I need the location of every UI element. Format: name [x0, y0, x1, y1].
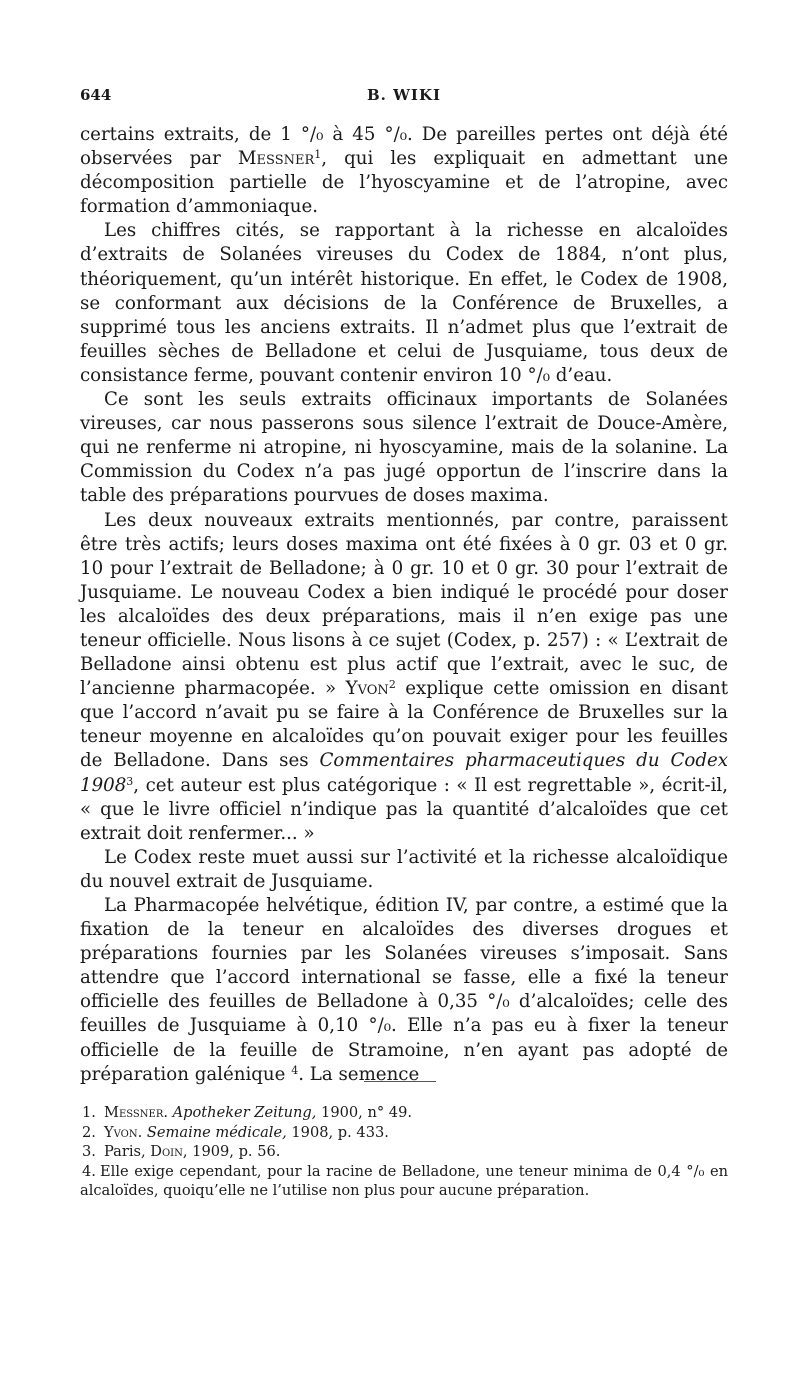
- paragraph-1-text: certains extraits, de 1 °/₀ à 45 °/₀. De pareilles pertes ont déjà été observées par: [80, 124, 728, 170]
- footnote-2: [80, 1123, 728, 1143]
- footnote-ref-3: 3: [126, 774, 134, 788]
- page-header: [80, 86, 728, 110]
- paragraph-4-text: Les deux nouveaux extraits mentionnés, par contre, paraissent être très actifs; leurs doses maxima ont été fixées à 0 gr. 03 et 0 gr. 10 pour l’extrait de Belladone; à 0 gr. 10 et 0 gr. 30 pour l’extrait de Jusquiame. Le nouveau Codex a bien indiqué le procédé pour doser les alcaloïdes des deux préparations, mais il n’en exige pas une teneur officielle. Nous lisons à ce sujet (Codex, p. 257) : « L’extrait de Belladone ainsi obtenu est plus actif que l’extrait, avec le suc, de l’ancienne pharmacopée. »: [80, 509, 728, 700]
- work-title: Commentaires pharmaceutiques du Codex 1908: [80, 750, 728, 796]
- footnote-divider: [364, 1081, 436, 1082]
- paragraph-4-mid: explique cette omission en disant que l’accord n’avait pu se faire à la Conférence de Bruxelles sur la teneur moyenne en alcaloïdes qu’on pouvait exiger pour les feuilles de Belladone. Dans ses: [80, 678, 729, 772]
- footnote-author: Yvon.: [104, 1123, 143, 1141]
- footnote-text: Elle exige cependant, pour la racine de Belladone, une teneur minima de 0,4 °/₀ en alcaloïdes, quoiqu’elle ne l’utilise non plus pour aucune préparation.: [80, 1162, 728, 1199]
- footnotes: [80, 1103, 728, 1201]
- footnote-4: [80, 1162, 728, 1201]
- footnote-title: Apotheker Zeitung,: [172, 1104, 317, 1121]
- author-yvon: Yvon: [345, 678, 389, 700]
- paragraph-6-tail: . La semence: [298, 1063, 420, 1085]
- paragraph-2: Les chiffres cités, se rapportant à la richesse en alcaloïdes d’extraits de Solanées vireuses du Codex de 1884, n’ont plus, théoriquement, qu’un intérêt historique. En effet, le Codex de 1908, se conformant aux décisions de la Conférence de Bruxelles, a supprimé tous les anciens extraits. Il n’admet plus que l’extrait de feuilles sèches de Belladone et celui de Jusquiame, tous deux de consistance ferme, pouvant contenir environ 10 °/₀ d’eau.: [80, 220, 728, 386]
- footnote-rest: 1909, p. 56.: [187, 1143, 281, 1160]
- footnote-author: Messner.: [104, 1104, 168, 1121]
- paragraph-1-tail: , qui les expliquait en admettant une décomposition partielle de l’hyoscyamine et de l’atropine, avec formation d’ammoniaque.: [80, 148, 728, 218]
- footnote-ref-4: 4: [291, 1063, 299, 1077]
- footnote-number: 2.: [82, 1123, 96, 1141]
- paragraph-6-text: La Pharmacopée helvétique, édition IV, par contre, a estimé que la fixation de la teneur en alcaloïdes des diverses drogues et préparations fournies par les Solanées vireuses s’imposait. Sans attendre que l’accord international se fasse, elle a fixé la teneur officielle des feuilles de Belladone à 0,35 °/₀ d’alcaloïdes; celle des feuilles de Jusquiame à 0,10 °/₀. Elle n’a pas eu à fixer la teneur officielle de la feuille de Stramoine, n’en ayant pas adopté de préparation galénique: [80, 895, 728, 1085]
- footnote-lead: Paris,: [104, 1143, 151, 1160]
- footnote-ref-2: 2: [388, 678, 396, 692]
- footnote-title: Semaine médicale,: [146, 1123, 287, 1141]
- paragraph-1: [80, 123, 728, 219]
- footnote-number: 3.: [82, 1143, 96, 1160]
- footnote-rest: 1900, n° 49.: [316, 1104, 412, 1121]
- running-head: B. WIKI: [366, 86, 442, 104]
- footnote-number: 1.: [82, 1104, 96, 1121]
- footnote-ref-1: 1: [314, 148, 322, 162]
- page-number: 644: [80, 86, 112, 104]
- paragraph-5: Le Codex reste muet aussi sur l’activité et la richesse alcaloïdique du nouvel extrait de Jusquiame.: [80, 846, 728, 892]
- body-text: [80, 123, 728, 1087]
- author-messner: Messner: [237, 148, 315, 170]
- paragraph-3: Ce sont les seuls extraits officinaux importants de Solanées vireuses, car nous passerons sous silence l’extrait de Douce-Amère, qui ne renferme ni atropine, ni hyoscyamine, mais de la solanine. La Commission du Codex n’a pas jugé opportun de l’inscrire dans la table des préparations pourvues de doses maxima.: [80, 389, 728, 507]
- paragraph-6: [80, 894, 728, 1087]
- footnote-3: [80, 1142, 728, 1162]
- paragraph-4: [80, 509, 728, 846]
- footnote-author: Doin,: [150, 1143, 188, 1160]
- footnote-rest: 1908, p. 433.: [286, 1123, 389, 1141]
- footnote-number: 4.: [82, 1162, 96, 1180]
- footnote-1: [80, 1103, 728, 1123]
- paragraph-4-tail: , cet auteur est plus catégorique : « Il est regrettable », écrit-il, « que le livre officiel n’indique pas la quantité d’alcaloïdes que cet extrait doit renfermer... »: [80, 774, 728, 844]
